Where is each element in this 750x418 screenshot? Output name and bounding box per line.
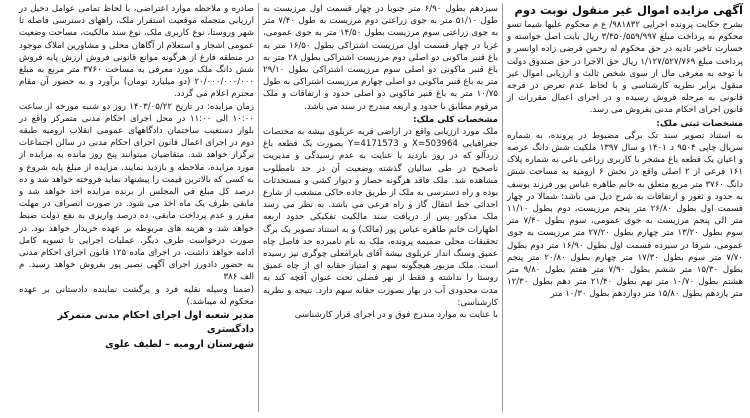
notice-column-right — [503, 3, 747, 412]
signature-line-2: شهرستان ارومیه – لطیف علوی — [104, 339, 254, 351]
auction-notice — [3, 3, 747, 412]
notice-column-left — [15, 3, 259, 412]
notice-intro: بشرح حکایت پرونده اجرایی ۹۸۱۸۳۲/ ع م محکوم علیها شیما تسو محکوم به پرداخت مبلغ ۳/۴۵۰/۵۵۹/۹۹۷ ریال بابت اصل خواسته و خسارت تاخیر تادیه در حق محکوم له رحمن فرضی زاده اوانسر و پرداخت مبلغ ۱/۱۲۷/۵۲۷/۷۶۹ ریال حق الاجرا در حق صندوق دولت با توجه به معرفی مال از سوی شخص ثالث و ارزیابی اموال غیر منقول برابر نظریه کارشناسی و با لحاظ عدم تعرض در فرجه قانونی به مرحله فروش رسیده و در اجرای اعمال مقررات از قانون اجرای احکام مدنی بفروش می رسد. — [507, 20, 743, 116]
notice-column-middle — [259, 3, 503, 412]
registry-subhead: مشخصات ثبتی ملک: — [656, 118, 743, 129]
property-description: ملک مورد ارزیابی واقع در اراضی قریه عربلوی بیشه به مختصات جغرافیایی X=503964 و Y=4171573 بصورت یک قطعه باغ زردآلو که در روز بازدید با عنایت به عدم رسیدگی و مدیریت ناصحیح در طی سالیان گذشته وضعیت آن در حد نامطلوب مشاهده شد. ملک فاقد هرگونه حصار و دیوار کشی و مستحدثات بوده و راه دسترسی به ملک از طریق جاده خاکی منشعب از شارع احداثی خط انتقال گاز و راه فرعی می باشد. به نظر می رسد ملک مذکور پس از دریافت سند مالکیت تفکیکی حدود اربعه اظهارات خانم طاهره عباس پور (مالک) و به استناد تصویر یک برگ تحقیقات محلی ضمیمه پرونده، ملک به نام نامبرده حد فاصل چاه عمیق وسنگ انداز عربلوی بیشه آقای بایرامعلی چوگری نیز رسیده است. ملک مزبور هیچگونه سهم و امتیاز حقابه ای از چاه عمیق روستا را نداشته و فقط از نهر فصلی تحت عنوان آقچه کند به مدت محدودی آب در بهار بصورت حقابه سهم دارد. نتیجه و نظریه کارشناسی: — [263, 127, 498, 308]
transport-note: (ضمنا وسیله نقلیه فرد و یرگشت نماینده دادستانی بر عهده محکوم له میباشد.) — [19, 284, 254, 307]
auction-terms: زمان مزایده: در تاریخ ۱۴۰۳/۰۵/۲۲ روز دو شنبه مورخه از ساعت ۱۰:۰۰ الی ۱۱:۰۰ در محل اجرای احکام مدنی متمرکز واقع در بلوار دستغیب ساختمان دادگاههای عمومی انقلاب ارومیه طبقه دوم در اجرای اعمال قانون اجرای احکام مدنی در سالن اجتماعات برگزار خواهد شد. متقاضیان میتوانند پنج روز مانده به مزایده از مورد مزایده، ملاحظه و بازدید نمایند. مزایده از مبلغ پایه شروع و به کسی که بالاترین قیمت را پیشنهاد نماید فروخته خواهد شد و ده درصد کل مبلغ فی المجلس از برنده مزایده اخذ خواهد شد و مابقی ظرف یک ماه اخذ می شود. در صورت انصراف در مهلت مقرر و عدم پرداخت مابقی، ده درصد واریزی به نفع دولت ضبط خواهد شد و هزینه های مربوطه بر عهده خریدار خواهد بود. در صورت درخواست طرف دیگر، عملیات اجرایی تا تسویه کامل ادامه خواهد داشت، در اجرای ماده ۱۲۵ قانون اجرای احکام مدنی به حضور دادورز اجرای آگهی نصیر پور بفروش خواهد رسید. م الف ۳۸۶ — [19, 101, 254, 283]
boundaries-continued: سیزدهم بطول ۶/۹۰ متر جنوبا در چهار قسمت اول مرزیست به طول ۵۱/۱۰ متر به جوی زراعتی دوم مرزیست به طول ۷/۴۰ متر به جوی زراعتی سوم مرزیست بطول ۱۴/۵۰ متر به جوی عمومی، غربا در چهار قسمت اول مرزیست اشتراکی بطول ۱۶/۵۰ متر به باغ قنبر ماکونی دو اصلی دوم مرزیست اشتراکی بطول ۲۸ متر به باغ قنبر ماکونی دو اصلی سوم مرزیست اشتراکی بطول ۲۹/۱۰ متر به باغ قنبر ماکونی دو اصلی چهارم مرزیست اشتراکی به طول ۱۰/۷۵ متر به باغ قنبر ماکونی دو اصلی حدود و ارتفاقات و ملک مرقوم مطابق با حدود و اربعه مندرج در سند می باشد. — [263, 4, 499, 112]
valuation-text: صادره و ملاحظه موارد اعتراضی، با لحاظ تمامی عوامل دخیل در ارزیابی متجمله موقعیت استقرار ملک، راههای دسترسی فاصله تا شهر وروستا، نوع کاربری ملک، نوع سند مالکیت، مساحت وضعیت عمومی اشجار و استعلام از آگاهان محلی و مشاورین املاک موجود در منطقه فارغ از هرگونه موانع قانونی فروش ارزش پایه فروش شش دانگ ملک مورد معرفی به مساحت ۳۷۶۰ متر مربع به مبلغ ۲۰/۰۰۰/۰۰۰/۰۰۰ (دو میلیارد تومان) برآورد و به حضور آن مقام محترم اعلام می گردد. — [19, 4, 254, 100]
property-subhead: مشخصات کلی ملک: — [413, 114, 498, 125]
registry-details: به استناد تصویر سند تک برگی مضبوط در پرونده، به شماره سریال چاپی ۹۵۰۴ د ۱۴۰۱ و سال ۱۳۹۷ ملکیت شش دانگ عرصه و اعیان یک قطعه باغ مشجر با کاربری زراعی باغی به شماره پلاک ۱۶۱ فرعی از ۲ اصلی واقع در بخش ۶ ارومیه به مساحت شش دانگ ۳۷۶۰ متر مربع متعلق به خانم طاهره عباس پور فرزند یوسف به حدود و ثغور و ارتفاقات به شرح ذیل می باشد: شمالا در چهار قسمت اول بطول ۲۶/۸۰ متر پنجم مرزیست، دوم بطول ۱۱/۱۰ متر الی پنجم مرزیست به جوی عمومی، سوم بطول ۷/۴۰ متر سوم بطول ۱۳/۲۰ متر چهارم بطول ۲۷/۲۰ متر مرزیست به جوی عمومی، شرقا در سیزده قسمت اول بطول ۱۶/۹۰ متر دوم بطول ۷/۷۰ متر سوم بطول ۱۷/۳۰ متر چهارم بطول ۲۰/۸۰ متر پنجم بطول ۱۵/۳۰ متر ششم بطول ۷/۹۰ متر هفتم بطول ۹/۸۰ متر هشتم بطول ۱۰/۷۰ متر نهم بطول ۲۱/۴۰ متر دهم بطول ۱۲/۳۰ متر یازدهم بطول ۱۵/۸۰ متر دوازدهم بطول ۱۰/۳۰ متر — [507, 130, 744, 300]
signature-line-1: مدیر شعبه اول اجرای احکام مدنی متمرکز دادگستری — [57, 310, 254, 336]
notice-title: آگهی مزایده اموال غیر منقول نوبت دوم — [514, 3, 743, 17]
expert-opinion-start: با عنایت به موارد مندرج فوق و در اجرای قرار کارشناسی — [294, 310, 498, 321]
